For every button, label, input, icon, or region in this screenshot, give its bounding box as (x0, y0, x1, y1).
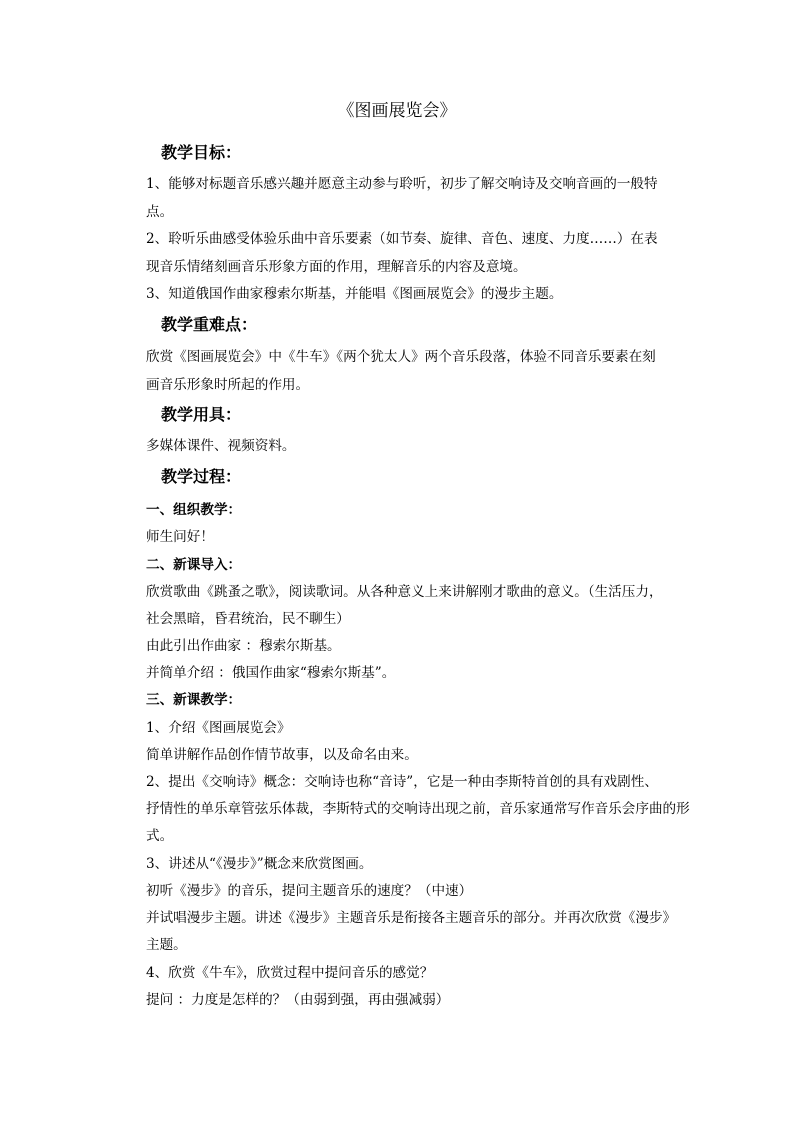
part-3-heading: 三、新课教学： (146, 692, 242, 708)
part-3-item-2-line-3: 式。 (146, 828, 174, 844)
part-3-item-3-line-2: 初听《漫步》的音乐，提问主题音乐的速度？（中速） (146, 883, 473, 899)
part-2-heading: 二、新课导入： (146, 557, 242, 573)
part-3-item-2-line-1: 2、提出《交响诗》概念：交响诗也称“音诗”，它是一种由李斯特首创的具有戏剧性、 (146, 774, 658, 790)
part-3-item-3-line-3: 并试唱漫步主题。讲述《漫步》主题音乐是衔接各主题音乐的部分。并再次欣赏《漫步》 (146, 910, 677, 926)
goal-1-line-2: 点。 (146, 204, 174, 220)
tools-heading: 教学用具： (161, 405, 242, 424)
part-3-item-4: 4、欣赏《牛车》，欣赏过程中提问音乐的感觉？ (146, 965, 434, 981)
goal-2-line-1: 2、聆听乐曲感受体验乐曲中音乐要素（如节奏、旋律、音色、速度、力度……）在表 (146, 231, 658, 247)
document-title: 《图画展览会》 (337, 101, 457, 121)
part-3-item-1-text: 简单讲解作品创作情节故事，以及命名由来。 (146, 747, 418, 763)
part-2-line-2: 社会黑暗，昏君统治，民不聊生） (146, 611, 350, 627)
part-3-item-1: 1、介绍《图画展览会》 (146, 720, 291, 736)
part-2-line-3: 由此引出作曲家 ：穆索尔斯基。 (146, 638, 341, 654)
key-points-line-2: 画音乐形象时所起的作用。 (146, 377, 310, 393)
part-2-line-1: 欣赏歌曲《跳蚤之歌》，阅读歌词。从各种意义上来讲解刚才歌曲的意义。（生活压力， (146, 584, 663, 600)
key-points-line-1: 欣赏《图画展览会》中《牛车》《两个犹太人》两个音乐段落，体验不同音乐要素在刻 (146, 349, 656, 365)
part-3-item-4-line-2: 提问 ：力度是怎样的？（由弱到强，再由强减弱） (146, 992, 450, 1008)
part-2-line-4: 并简单介绍 ：俄国作曲家“穆索尔斯基”。 (146, 665, 396, 681)
part-3-item-2-line-2: 抒情性的单乐章管弦乐体裁，李斯特式的交响诗出现之前，音乐家通常写作音乐会序曲的形 (146, 801, 690, 817)
goal-1-line-1: 1、能够对标题音乐感兴趣并愿意主动参与聆听，初步了解交响诗及交响音画的一般特 (146, 176, 658, 192)
part-1-text: 师生问好！ (146, 529, 214, 545)
goal-3: 3、知道俄国作曲家穆索尔斯基，并能唱《图画展览会》的漫步主题。 (146, 286, 563, 302)
key-points-heading: 教学重难点： (161, 315, 258, 334)
goals-heading: 教学目标： (161, 143, 242, 162)
process-heading: 教学过程： (161, 467, 242, 486)
part-3-item-3-line-4: 主题。 (146, 937, 187, 953)
goal-2-line-2: 现音乐情绪刻画音乐形象方面的作用，理解音乐的内容及意境。 (146, 259, 527, 275)
part-1-heading: 一、组织教学： (146, 502, 242, 518)
tools-text: 多媒体课件、视频资料。 (146, 438, 296, 454)
part-3-item-3: 3、讲述从“《漫步》”概念来欣赏图画。 (146, 856, 373, 872)
